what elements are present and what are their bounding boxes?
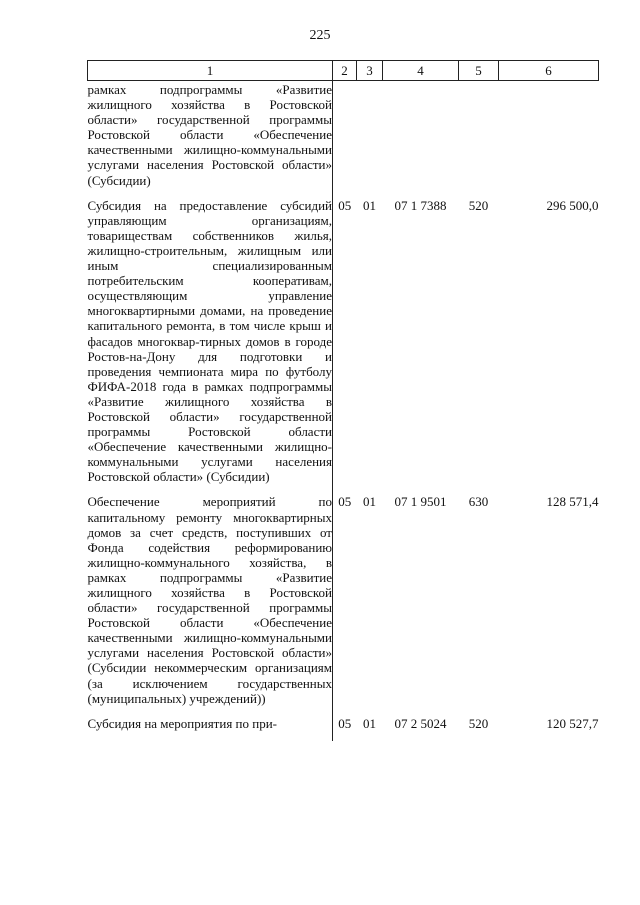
row-name-cell: Субсидия на предоставление субсидий управляющим организациям, товариществам собственников жилья, жилищно-строительным, жилищным или иным специализированным потребительским кооперативам, осуществляющим управление многоквартирными домами, на проведение капитального ремонта, в том числе крыш и фасадов многоквар-тирных домов в городе Ростов-на-Дону для подготовки и проведения чемпионата мира по футболу ФИФА-2018 года в рамках подпрограммы «Развитие жилищного хозяйства в Ростовской области» государственной программы Ростовской области «Обеспечение качественными жилищно-коммунальными услугами населения Ростовской области» (Субсидии): [88, 198, 333, 495]
target-article-cell: [383, 81, 459, 198]
section-cell: 05: [338, 197, 352, 213]
expense-type-cell: 520: [468, 197, 489, 213]
section-cell: 05: [338, 494, 352, 510]
table-row: [88, 716, 599, 741]
page-number: 225: [309, 28, 331, 43]
budget-table: [87, 60, 599, 741]
expense-type-cell: 630: [468, 494, 489, 510]
target-article-cell: 07 1 9501: [394, 494, 447, 510]
expense-type-cell: [459, 81, 499, 198]
section-cell: [333, 81, 357, 198]
amount-cell: 128 571,4: [546, 494, 599, 510]
target-article-cell: 07 2 5024: [394, 715, 447, 731]
section-cell: 05: [338, 715, 352, 731]
subsection-cell: 01: [363, 197, 376, 213]
amount-cell: [499, 81, 599, 198]
amount-cell: 120 527,7: [546, 715, 599, 731]
subsection-cell: 01: [363, 715, 376, 731]
header-col-2: 2: [333, 61, 357, 81]
row-name-cell: Обеспечение мероприятий по капитальному ремонту многоквартирных домов за счет средств, поступивших от Фонда содействия реформированию жилищно-коммунального хозяйства, в рамках подпрограммы «Развитие жилищного хозяйства в Ростовской области» государственной программы Ростовской области «Обеспечение качественными жилищно-коммунальными услугами населения Ростовской области» (Субсидии некоммерческим организациям (за исключением государственных (муниципальных) учреждений)): [88, 494, 333, 715]
table-row: [88, 81, 599, 198]
header-col-4: 4: [383, 61, 459, 81]
row-name-cell: рамках подпрограммы «Развитие жилищного хозяйства в Ростовской области» государственной программы Ростовской области «Обеспечение качественными жилищно-коммунальными услугами населения Ростовской области» (Субсидии): [88, 81, 333, 198]
header-col-5: 5: [459, 61, 499, 81]
header-col-1: 1: [88, 61, 333, 81]
target-article-cell: 07 1 7388: [394, 197, 447, 213]
row-name-cell: Субсидия на мероприятия по при-: [88, 716, 333, 741]
header-col-6: 6: [499, 61, 599, 81]
amount-cell: 296 500,0: [546, 197, 599, 213]
header-col-3: 3: [357, 61, 383, 81]
subsection-cell: 01: [363, 494, 376, 510]
table-row: [88, 494, 599, 715]
table-row: [88, 198, 599, 495]
expense-type-cell: 520: [468, 715, 489, 731]
subsection-cell: [357, 81, 383, 198]
table-header-row: [88, 61, 599, 81]
